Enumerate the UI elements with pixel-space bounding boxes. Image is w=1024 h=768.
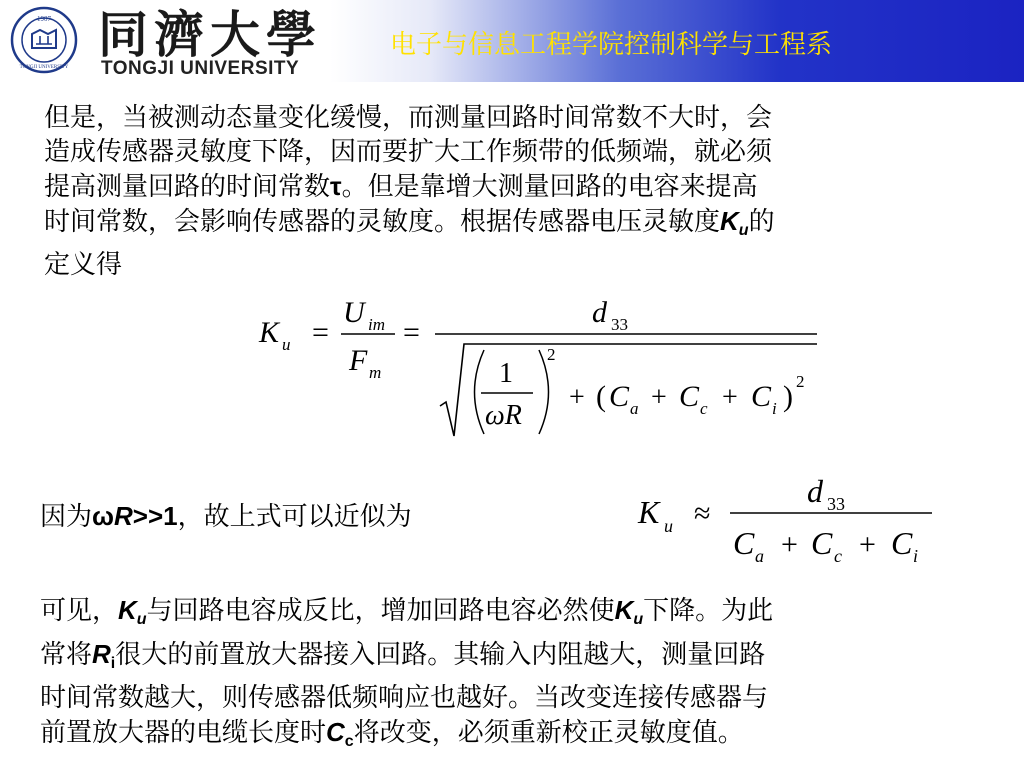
department-title: 电子与信息工程学院控制科学与工程系 — [390, 30, 833, 60]
text-line: 常将$R_i$很大的前置放大器接入回路。其输入内阻越大，测量回路 — [40, 639, 766, 672]
tau-symbol: τ — [330, 171, 342, 201]
paragraph-approximation: 因为ωR>>1，故上式可以近似为 — [40, 501, 412, 532]
k-symbol: K — [720, 206, 739, 236]
svg-text:C: C — [733, 525, 755, 561]
svg-text:a: a — [755, 546, 764, 566]
text-line: 定义得 — [44, 250, 123, 280]
svg-text:C: C — [811, 525, 833, 561]
r-symbol: R — [113, 501, 133, 531]
svg-text:u: u — [664, 516, 673, 536]
svg-text:同濟大學: 同濟大學 — [98, 7, 322, 60]
svg-text:m: m — [369, 363, 382, 382]
svg-text:1: 1 — [499, 358, 513, 389]
svg-text:a: a — [630, 399, 639, 418]
svg-text:(: ( — [596, 380, 606, 413]
svg-text:im: im — [368, 315, 385, 334]
svg-text:C: C — [891, 525, 913, 561]
svg-text:ωR: ωR — [485, 400, 522, 431]
seal-year: 1907 — [37, 15, 51, 23]
university-calligraphy-logo — [98, 2, 323, 60]
seal-text: TONGJI UNIVERSITY — [19, 65, 69, 70]
paragraph-conclusion — [40, 593, 773, 759]
svg-text:=: = — [403, 316, 420, 349]
svg-text:C: C — [609, 380, 630, 413]
svg-text:33: 33 — [611, 315, 628, 334]
svg-text:2: 2 — [796, 372, 805, 391]
text-line: 时间常数越大，则传感器低频响应也越好。当改变连接传感器与 — [40, 683, 769, 713]
svg-text:K: K — [259, 316, 280, 349]
sensitivity-formula — [255, 290, 835, 445]
university-english-name: TONGJI UNIVERSITY — [101, 58, 300, 79]
text-line: 时间常数，会影响传感器的灵敏度。根据传感器电压灵敏度$K_u$的 — [44, 206, 775, 239]
svg-text:i: i — [913, 546, 919, 566]
svg-text:C: C — [679, 380, 700, 413]
svg-text:2: 2 — [547, 345, 556, 364]
svg-text:u: u — [282, 335, 291, 354]
svg-text:≈: ≈ — [694, 497, 711, 530]
svg-text:F: F — [349, 344, 368, 377]
svg-text:+: + — [569, 382, 585, 413]
svg-text:U: U — [343, 296, 365, 329]
svg-text:): ) — [783, 380, 793, 413]
svg-text:+: + — [651, 382, 667, 413]
svg-text:d: d — [807, 473, 823, 509]
text-line: 前置放大器的电缆长度时$C_c$将改变，必须重新校正灵敏度值。 — [40, 717, 744, 750]
svg-text:+: + — [722, 382, 738, 413]
svg-text:K: K — [638, 494, 660, 530]
svg-text:+: + — [781, 528, 798, 561]
svg-text:c: c — [700, 399, 708, 418]
header-banner — [0, 0, 1024, 82]
svg-text:i: i — [772, 399, 777, 418]
text-line: 但是，当被测动态量变化缓慢，而测量回路时间常数不大时，会 — [44, 103, 773, 133]
approximate-formula — [630, 470, 940, 570]
svg-text:+: + — [859, 528, 876, 561]
text-line: 可见，$K_u$与回路电容成反比，增加回路电容必然使$K_u$下降。为此 — [40, 595, 774, 628]
paragraph-intro — [44, 101, 775, 282]
svg-text:c: c — [834, 546, 842, 566]
svg-text:33: 33 — [827, 494, 845, 514]
university-seal-logo — [10, 6, 78, 74]
text-line: 造成传感器灵敏度下降，因而要扩大工作频带的低频端，就必须 — [44, 137, 773, 167]
svg-text:d: d — [592, 296, 607, 329]
svg-text:=: = — [312, 316, 329, 349]
omega-symbol: ω — [92, 501, 114, 531]
text-line: 提高测量回路的时间常数τ。但是靠增大测量回路的电容来提高 — [44, 171, 758, 202]
svg-text:C: C — [751, 380, 772, 413]
